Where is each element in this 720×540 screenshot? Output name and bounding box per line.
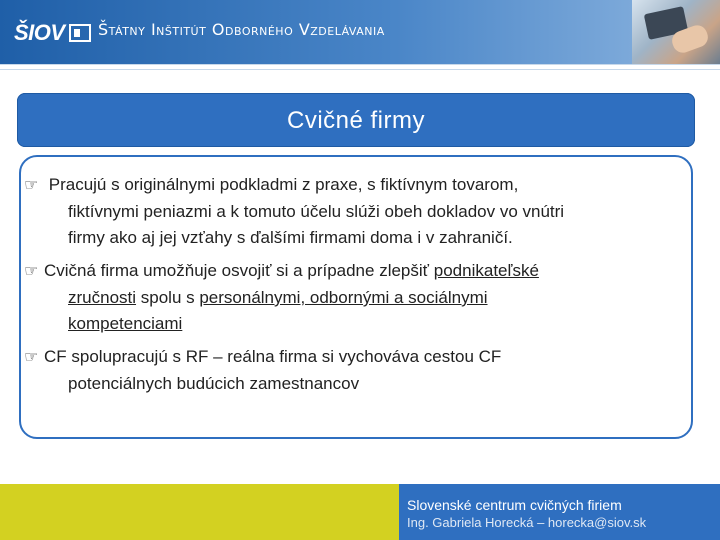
term-link[interactable]: kompetenciami — [68, 314, 183, 333]
slide-title: Cvičné firmy — [286, 107, 425, 134]
bullet-text: fiktívnymi peniazmi a k tomuto účelu slúži obeh dokladov vo vnútri — [68, 202, 565, 221]
divider — [0, 64, 720, 65]
bullet-text: Pracujú s originálnymi podkladmi z praxe, s fiktívnym tovarom, — [48, 175, 519, 194]
bullet-item — [24, 172, 564, 251]
term-link[interactable]: personálnymi, odbornými a sociálnymi — [199, 288, 488, 307]
header-banner — [0, 0, 720, 64]
term-link[interactable]: zručnosti — [68, 288, 137, 307]
pointing-hand-icon: ☞ — [24, 349, 39, 366]
divider — [0, 69, 720, 70]
term-link[interactable]: podnikateľské — [433, 261, 539, 280]
bullet-text: potenciálnych budúcich zamestnancov — [68, 374, 360, 393]
bullet-item — [24, 258, 539, 337]
siov-logo — [14, 20, 91, 46]
bullet-text: firmy ako aj jej vzťahy s ďalšími firmami doma i v zahraničí. — [68, 228, 513, 247]
title-bar — [17, 93, 695, 147]
pointing-hand-icon: ☞ — [24, 177, 39, 194]
logo-text: ŠIOV — [14, 20, 65, 45]
bullet-text: CF spolupracujú s RF – reálna firma si vychováva cestou CF — [44, 347, 502, 366]
pointing-hand-icon: ☞ — [24, 263, 39, 280]
institute-name: Štátny Inštitút Odborného Vzdelávania — [98, 20, 385, 39]
bullet-item — [24, 344, 501, 397]
header-photo — [632, 0, 720, 64]
logo-mark-icon — [69, 24, 91, 42]
bullet-text: spolu s — [136, 288, 200, 307]
footer-organization: Slovenské centrum cvičných firiem — [407, 497, 622, 513]
footer-contact: Ing. Gabriela Horecká – horecka@siov.sk — [407, 515, 647, 530]
bullet-text: Cvičná firma umožňuje osvojiť si a prípadne zlepšiť — [44, 261, 434, 280]
